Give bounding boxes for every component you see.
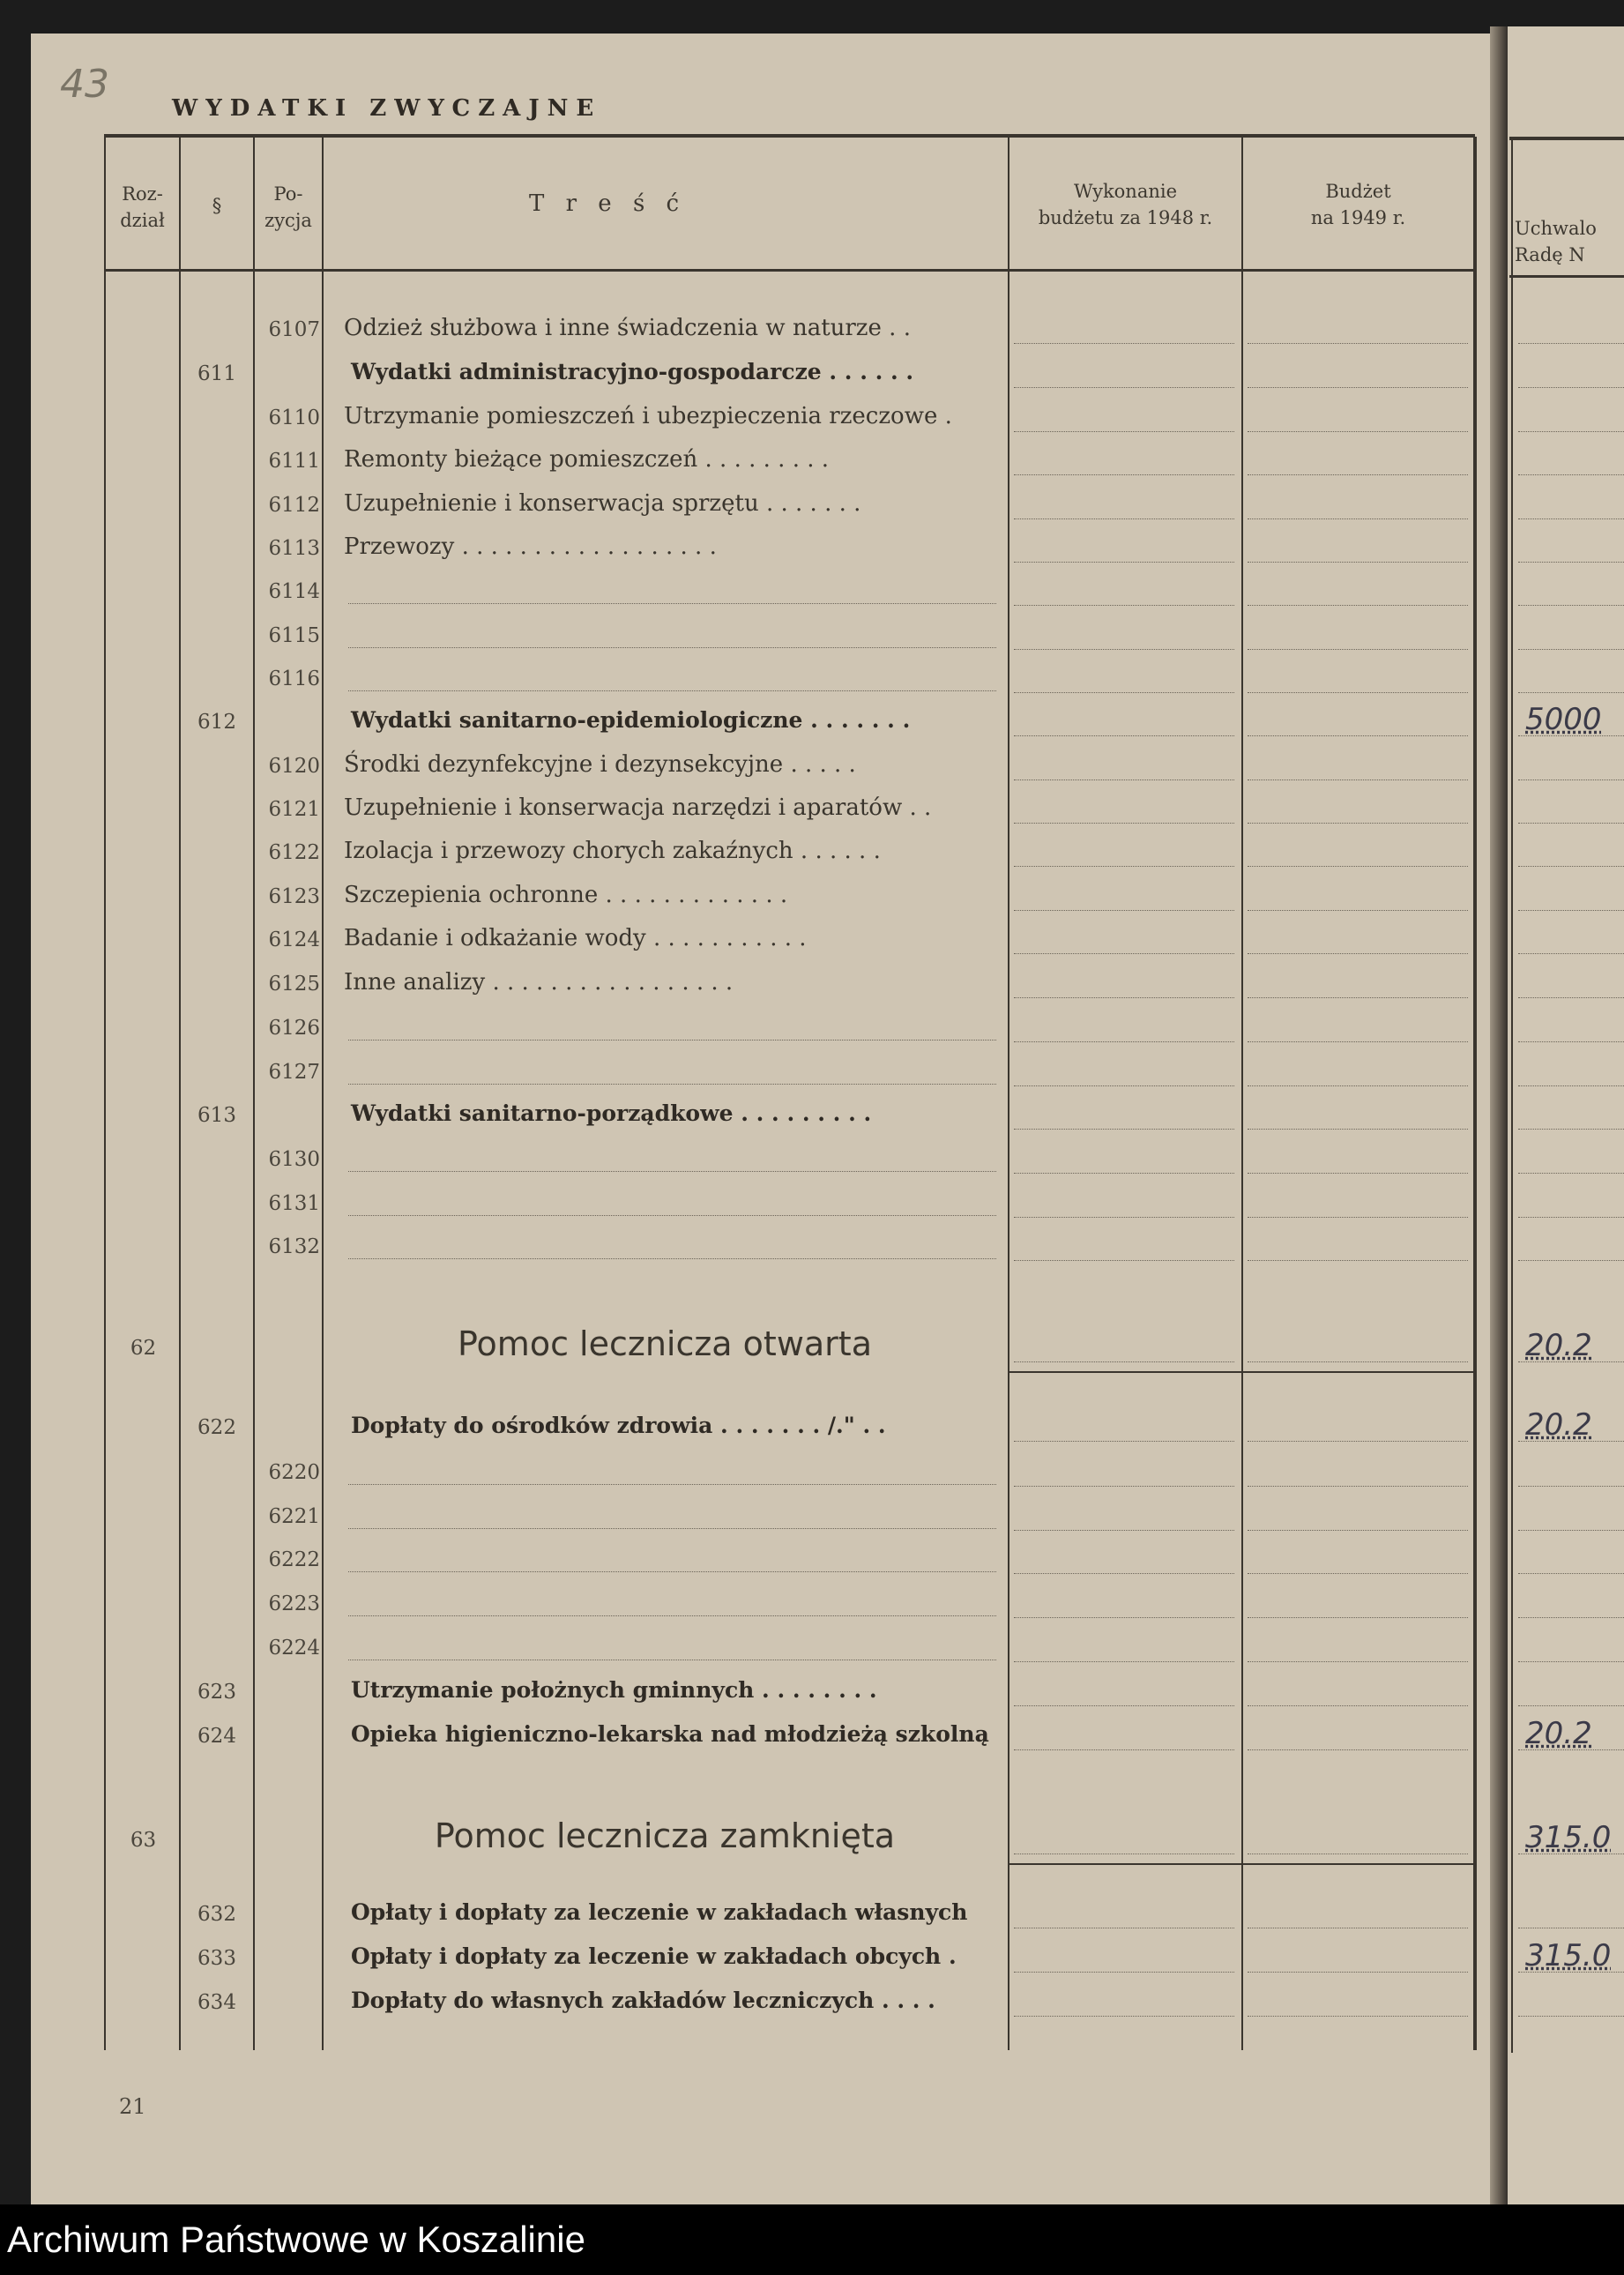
item-text: Uzupełnienie i konserwacja narzędzi i aparatów . . <box>344 794 932 821</box>
archive-footer: Archiwum Państwowe w Koszalinie <box>0 2204 1624 2275</box>
uchwalono-fill-line <box>1518 779 1624 780</box>
col-line-right <box>1473 137 1477 2050</box>
pozycja-number: 6123 <box>268 885 320 908</box>
paragraph-title: Wydatki sanitarno-epidemiologiczne . . . . . . . <box>351 707 911 733</box>
budzet-fill-line <box>1248 1129 1468 1130</box>
budzet-fill-line <box>1248 518 1468 519</box>
budzet-fill-line <box>1248 1972 1468 1973</box>
item-text: Przewozy . . . . . . . . . . . . . . . . . . <box>344 533 717 560</box>
empty-text-line <box>348 1171 996 1172</box>
budzet-fill-line <box>1248 692 1468 693</box>
handwritten-amount: 315.0 <box>1525 1820 1612 1855</box>
item-text: Szczepienia ochronne . . . . . . . . . . . . . <box>344 882 788 908</box>
wykonanie-fill-line <box>1014 605 1234 606</box>
budzet-fill-line <box>1248 431 1468 432</box>
paragraf-number: 622 <box>197 1416 236 1439</box>
pozycja-number: 6111 <box>268 450 320 473</box>
uchwalono-fill-line <box>1518 1173 1624 1174</box>
wykonanie-fill-line <box>1014 2016 1234 2017</box>
budzet-fill-line <box>1248 474 1468 475</box>
uchwalono-fill-line <box>1518 1573 1624 1574</box>
uchwalono-fill-line <box>1518 866 1624 867</box>
wykonanie-fill-line <box>1014 1441 1234 1442</box>
pozycja-number: 6112 <box>268 494 320 517</box>
pozycja-number: 6115 <box>268 624 320 647</box>
uchwalono-fill-line <box>1518 562 1624 563</box>
uchwalono-fill-line <box>1518 2016 1624 2017</box>
budzet-fill-line <box>1248 649 1468 650</box>
paragraf-number: 613 <box>197 1104 236 1127</box>
uchwalono-fill-line <box>1518 387 1624 388</box>
empty-text-line <box>348 690 996 691</box>
pozycja-number: 6121 <box>268 798 320 821</box>
col-line-left <box>104 137 106 2050</box>
header-rozdzial: Roz- dział <box>120 183 165 231</box>
wykonanie-fill-line <box>1014 1041 1234 1042</box>
col-line-par <box>179 137 181 2050</box>
paragraf-number: 624 <box>197 1725 236 1748</box>
wykonanie-fill-line <box>1014 1085 1234 1086</box>
pozycja-number: 6107 <box>268 318 320 341</box>
section-sum-rule <box>1009 1371 1473 1373</box>
header-paragraf: § <box>212 195 222 216</box>
uchwalono-fill-line <box>1518 1661 1624 1662</box>
item-text: Inne analizy . . . . . . . . . . . . . . . . . <box>344 969 734 996</box>
rozdzial-number: 62 <box>130 1337 157 1360</box>
item-text: Izolacja i przewozy chorych zakaźnych . . . . . . <box>344 838 881 864</box>
budzet-fill-line <box>1248 823 1468 824</box>
wykonanie-fill-line <box>1014 1173 1234 1174</box>
uchwalono-fill-line <box>1518 823 1624 824</box>
header-wykonanie: Wykonanie budżetu za 1948 r. <box>1038 181 1213 228</box>
wykonanie-fill-line <box>1014 692 1234 693</box>
header-pozycja: Po- zycja <box>264 183 312 231</box>
wykonanie-fill-line <box>1014 823 1234 824</box>
wykonanie-fill-line <box>1014 779 1234 780</box>
uchwalono-fill-line <box>1518 649 1624 650</box>
paragraph-title: Opłaty i dopłaty za leczenie w zakładach własnych <box>351 1899 968 1925</box>
budzet-fill-line <box>1248 1749 1468 1750</box>
budzet-fill-line <box>1248 1617 1468 1618</box>
budzet-fill-line <box>1248 1260 1468 1261</box>
empty-text-line <box>348 647 996 648</box>
paragraf-number: 623 <box>197 1681 236 1704</box>
budzet-fill-line <box>1248 343 1468 344</box>
budzet-fill-line <box>1248 562 1468 563</box>
wykonanie-fill-line <box>1014 1617 1234 1618</box>
section-heading: Pomoc lecznicza zamknięta <box>434 1816 896 1855</box>
wykonanie-fill-line <box>1014 1260 1234 1261</box>
budzet-fill-line <box>1248 1041 1468 1042</box>
pozycja-number: 6110 <box>268 407 320 429</box>
budzet-fill-line <box>1248 779 1468 780</box>
wykonanie-fill-line <box>1014 910 1234 911</box>
item-text: Remonty bieżące pomieszczeń . . . . . . . . . <box>344 446 830 473</box>
table-top-rule <box>104 134 1475 138</box>
wykonanie-fill-line <box>1014 1749 1234 1750</box>
pozycja-number: 6131 <box>268 1192 320 1215</box>
pozycja-number: 6113 <box>268 537 320 560</box>
pozycja-number: 6126 <box>268 1017 320 1040</box>
uchwalono-fill-line <box>1518 1217 1624 1218</box>
wykonanie-fill-line <box>1014 474 1234 475</box>
wykonanie-fill-line <box>1014 1486 1234 1487</box>
pozycja-number: 6220 <box>268 1461 320 1484</box>
page-number: 21 <box>119 2094 146 2119</box>
uchwalono-fill-line <box>1518 692 1624 693</box>
budzet-fill-line <box>1248 1661 1468 1662</box>
pozycja-number: 6122 <box>268 841 320 864</box>
header-bottom-rule <box>104 269 1475 272</box>
empty-text-line <box>348 603 996 604</box>
wykonanie-fill-line <box>1014 387 1234 388</box>
wykonanie-fill-line <box>1014 997 1234 998</box>
empty-text-line <box>348 1484 996 1485</box>
col-line-facing <box>1511 139 1513 2053</box>
col-line-budzet <box>1241 137 1243 2050</box>
wykonanie-fill-line <box>1014 1705 1234 1706</box>
pozycja-number: 6127 <box>268 1061 320 1084</box>
wykonanie-fill-line <box>1014 431 1234 432</box>
wykonanie-fill-line <box>1014 1530 1234 1531</box>
budzet-fill-line <box>1248 1486 1468 1487</box>
paragraf-number: 634 <box>197 1991 236 2014</box>
empty-text-line <box>348 1258 996 1259</box>
paragraph-title: Dopłaty do własnych zakładów leczniczych . . . . <box>351 1988 935 2013</box>
budzet-fill-line <box>1248 1441 1468 1442</box>
handwritten-amount: 315.0 <box>1525 1938 1612 1973</box>
budzet-fill-line <box>1248 1361 1468 1362</box>
wykonanie-fill-line <box>1014 649 1234 650</box>
header-tresc: T r e ś ć <box>529 190 687 217</box>
pozycja-number: 6124 <box>268 929 320 951</box>
wykonanie-fill-line <box>1014 953 1234 954</box>
budzet-fill-line <box>1248 1173 1468 1174</box>
header-uchwalono: Uchwalo Radę N <box>1515 218 1597 265</box>
pozycja-number: 6114 <box>268 580 320 603</box>
uchwalono-fill-line <box>1518 605 1624 606</box>
budzet-fill-line <box>1248 1573 1468 1574</box>
uchwalono-fill-line <box>1518 1041 1624 1042</box>
pozycja-number: 6125 <box>268 973 320 996</box>
wykonanie-fill-line <box>1014 1217 1234 1218</box>
empty-text-line <box>348 1615 996 1616</box>
budzet-fill-line <box>1248 735 1468 736</box>
budzet-fill-line <box>1248 953 1468 954</box>
budzet-fill-line <box>1248 1085 1468 1086</box>
item-text: Środki dezynfekcyjne i dezynsekcyjne . . . . . <box>344 751 856 778</box>
rozdzial-number: 63 <box>130 1829 157 1852</box>
uchwalono-fill-line <box>1518 1129 1624 1130</box>
paragraph-title: Wydatki sanitarno-porządkowe . . . . . . . . . <box>351 1100 872 1126</box>
handwritten-amount: 20.2 <box>1525 1407 1592 1443</box>
wykonanie-fill-line <box>1014 1573 1234 1574</box>
wykonanie-fill-line <box>1014 562 1234 563</box>
pozycja-number: 6120 <box>268 755 320 778</box>
budzet-fill-line <box>1248 997 1468 998</box>
col-line-wykonanie <box>1008 137 1009 2050</box>
section-sum-rule <box>1009 1863 1473 1865</box>
uchwalono-fill-line <box>1518 431 1624 432</box>
wykonanie-fill-line <box>1014 1361 1234 1362</box>
uchwalono-fill-line <box>1518 910 1624 911</box>
uchwalono-fill-line <box>1518 1486 1624 1487</box>
budzet-fill-line <box>1248 1705 1468 1706</box>
uchwalono-fill-line <box>1518 1530 1624 1531</box>
budzet-fill-line <box>1248 387 1468 388</box>
paragraph-title: Opłaty i dopłaty za leczenie w zakładach obcych . <box>351 1943 957 1969</box>
budzet-fill-line <box>1248 1530 1468 1531</box>
budzet-fill-line <box>1248 910 1468 911</box>
wykonanie-fill-line <box>1014 1972 1234 1973</box>
book-gutter <box>1490 26 1509 2204</box>
uchwalono-fill-line <box>1518 474 1624 475</box>
uchwalono-fill-line <box>1518 518 1624 519</box>
paragraph-title: Utrzymanie położnych gminnych . . . . . . . . <box>351 1677 877 1703</box>
empty-text-line <box>348 1528 996 1529</box>
wykonanie-fill-line <box>1014 518 1234 519</box>
pozycja-number: 6132 <box>268 1235 320 1258</box>
paragraph-title: Dopłaty do ośrodków zdrowia . . . . . . . /." . . <box>351 1413 886 1438</box>
header-budzet: Budżet na 1949 r. <box>1310 181 1406 228</box>
budzet-fill-line <box>1248 1217 1468 1218</box>
pozycja-number: 6221 <box>268 1505 320 1528</box>
budzet-fill-line <box>1248 866 1468 867</box>
uchwalono-fill-line <box>1518 997 1624 998</box>
item-text: Odzież służbowa i inne świadczenia w naturze . . <box>344 315 911 341</box>
empty-text-line <box>348 1571 996 1572</box>
wykonanie-fill-line <box>1014 343 1234 344</box>
section-heading: Pomoc lecznicza otwarta <box>458 1324 872 1363</box>
uchwalono-fill-line <box>1518 1617 1624 1618</box>
col-line-tresc <box>322 137 324 2050</box>
pozycja-number: 6224 <box>268 1637 320 1660</box>
paragraf-number: 611 <box>197 362 236 385</box>
wykonanie-fill-line <box>1014 1129 1234 1130</box>
empty-text-line <box>348 1084 996 1085</box>
paragraf-number: 633 <box>197 1947 236 1970</box>
item-text: Badanie i odkażanie wody . . . . . . . . . . . <box>344 925 807 951</box>
uchwalono-fill-line <box>1518 1085 1624 1086</box>
wykonanie-fill-line <box>1014 735 1234 736</box>
item-text: Uzupełnienie i konserwacja sprzętu . . . . . . . <box>344 490 861 517</box>
uchwalono-fill-line <box>1518 343 1624 344</box>
wykonanie-fill-line <box>1014 1661 1234 1662</box>
right-top-rule <box>1509 137 1624 140</box>
uchwalono-fill-line <box>1518 1260 1624 1261</box>
item-text: Utrzymanie pomieszczeń i ubezpieczenia rzeczowe . <box>344 403 952 429</box>
right-header-rule <box>1509 275 1624 278</box>
pozycja-number: 6222 <box>268 1548 320 1571</box>
handwritten-amount: 5000 <box>1525 702 1602 737</box>
empty-text-line <box>348 1215 996 1216</box>
paragraph-title: Opieka higieniczno-lekarska nad młodzieżą szkolną <box>351 1721 989 1747</box>
empty-text-line <box>348 1040 996 1041</box>
paragraph-title: Wydatki administracyjno-gospodarcze . . . . . . <box>351 359 914 384</box>
wykonanie-fill-line <box>1014 866 1234 867</box>
pozycja-number: 6223 <box>268 1592 320 1615</box>
uchwalono-fill-line <box>1518 953 1624 954</box>
handwritten-amount: 20.2 <box>1525 1716 1592 1751</box>
facing-page <box>1508 26 1624 2204</box>
section-title: WYDATKI ZWYCZAJNE <box>172 95 602 122</box>
pozycja-number: 6116 <box>268 668 320 690</box>
budzet-fill-line <box>1248 605 1468 606</box>
pozycja-number: 6130 <box>268 1148 320 1171</box>
budzet-fill-line <box>1248 2016 1468 2017</box>
paragraf-number: 612 <box>197 711 236 734</box>
handwritten-amount: 20.2 <box>1525 1328 1592 1363</box>
paragraf-number: 632 <box>197 1903 236 1926</box>
uchwalono-fill-line <box>1518 1705 1624 1706</box>
corner-mark: 43 <box>60 62 109 107</box>
